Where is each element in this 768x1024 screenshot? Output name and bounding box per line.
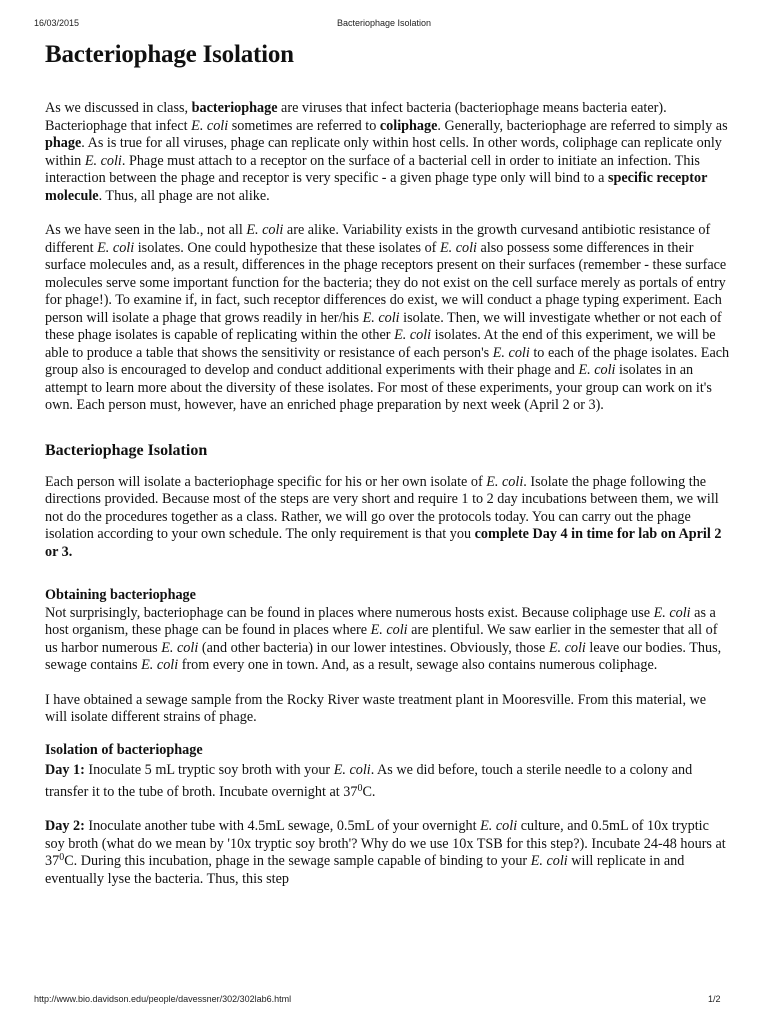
subheading-obtaining: Obtaining bacteriophage: [45, 587, 196, 603]
print-date: 16/03/2015: [34, 18, 80, 28]
variability-paragraph: As we have seen in the lab., not all E. coli are alike. Variability exists in the growth curvesand antibiotic resistance of different E. coli isolates. One could hypothesize that these isolates of E. coli also possess some differences in their surface molecules and, as a result, differences in the phage receptors present on their surfaces (remember - these surface molecules serve some important function for the bacteria; they do not exist on the cell surface merely as portals of entry for phage!). To examine if, in fact, such receptor differences do exist, we will conduct a phage typing experiment. Each person will isolate a phage that grows readily in her/his E. coli isolate. Then, we will investigate whether or not each of these phage isolates is capable of replicating within the other E. coli isolates. At the end of this experiment, we will be able to produce a table that shows the sensitivity or resistance of each person's E. coli to each of the phage isolates. Each group also is encouraged to develop and conduct additional experiments with their phage and E. coli isolates in an attempt to learn more about the diversity of these isolates. For most of these experiments, your group can work on it's own. Each person must, however, have an enriched phage preparation by next week (April 2 or 3).: [45, 222, 730, 413]
subheading-isolation-procedure: Isolation of bacteriophage: [45, 741, 203, 758]
print-header-title: Bacteriophage Isolation: [336, 18, 432, 28]
sewage-paragraph: I have obtained a sewage sample from the Rocky River waste treatment plant in Mooresville. From this material, we will isolate different strains of phage.: [45, 691, 707, 725]
print-page-number: 1/2: [708, 994, 721, 1004]
section-heading-isolation: Bacteriophage Isolation: [45, 441, 208, 459]
document-body: [45, 38, 731, 888]
obtaining-paragraph: Not surprisingly, bacteriophage can be found in places where numerous hosts exist. Because coliphage use E. coli as a host organism, these phage can be found in places where E. coli are plentiful. We saw earlier in the semester that all of us harbor numerous E. coli (and other bacteria) in our lower intestines. Obviously, those E. coli leave our bodies. Thus, sewage contains E. coli from every one in town. And, as a result, sewage also contains numerous coliphage.: [45, 604, 722, 673]
isolation-paragraph: Each person will isolate a bacteriophage specific for his or her own isolate of E. coli. Isolate the phage following the directions provided. Because most of the steps are very short and require 1 to 2 day incubations between them, we will not do the procedures together as a class. Rather, we will go over the protocols today. You can carry out the phage isolation according to your own schedule. The only requirement is that you complete Day 4 in time for lab on April 2 or 3.: [45, 473, 722, 560]
intro-paragraph: As we discussed in class, bacteriophage are viruses that infect bacteria (bacteriophage means bacteria eater). Bacteriophage that infect E. coli sometimes are referred to coliphage. Generally, bacteriophage are referred to simply as phage. As is true for all viruses, phage can replicate only within host cells. In other words, coliphage can replicate only within E. coli. Phage must attach to a receptor on the surface of a bacterial cell in order to initiate an infection. This interaction between the phage and receptor is very specific - a given phage type only will bind to a specific receptor molecule. Thus, all phage are not alike.: [45, 100, 728, 204]
print-footer-url: http://www.bio.davidson.edu/people/davessner/302/302lab6.html: [34, 994, 292, 1004]
day1-step: Day 1: Inoculate 5 mL tryptic soy broth with your E. coli. As we did before, touch a sterile needle to a colony and transfer it to the tube of broth. Incubate overnight at $37^0C$.: [45, 762, 693, 800]
page-title: Bacteriophage Isolation: [45, 41, 294, 68]
day2-step: Day 2: Inoculate another tube with 4.5mL sewage, 0.5mL of your overnight E. coli culture, and 0.5mL of 10x tryptic soy broth (what do we mean by '10x tryptic soy broth'? Why do we use 10x TSB for this step?). Incubate 24-48 hours at $37^0C$. During this incubation, phage in the sewage sample capable of binding to your E. coli will replicate in and eventually lyse the bacteria. Thus, this step: [45, 818, 726, 887]
